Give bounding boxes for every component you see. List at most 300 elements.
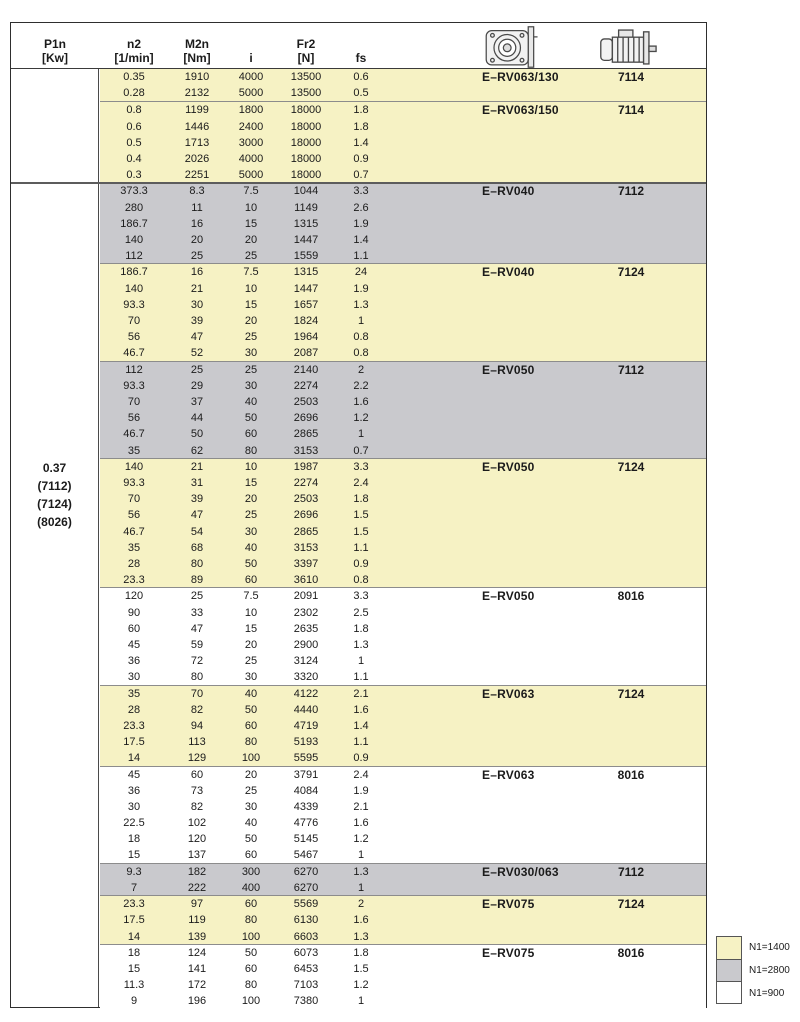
cell-fs: 1.1 bbox=[353, 541, 369, 554]
cell-i: 20 bbox=[244, 314, 258, 327]
cell-i: 30 bbox=[244, 347, 258, 360]
cell-fs: 1 bbox=[357, 655, 365, 668]
cell-fs: 2.1 bbox=[353, 687, 369, 700]
cell-m2n: 2132 bbox=[184, 87, 210, 100]
cell-n2: 35 bbox=[127, 444, 141, 457]
spec-group bbox=[100, 766, 706, 863]
table-row bbox=[100, 200, 706, 216]
cell-i: 50 bbox=[244, 946, 258, 959]
cell-fr2: 4776 bbox=[293, 817, 319, 830]
cell-fs: 1.8 bbox=[353, 493, 369, 506]
p1n-power-value: 0.37 bbox=[42, 461, 67, 475]
cell-fr2: 2900 bbox=[293, 638, 319, 651]
table-row bbox=[100, 783, 706, 799]
cell-i: 25 bbox=[244, 784, 258, 797]
cell-fr2: 1447 bbox=[293, 233, 319, 246]
table-row bbox=[100, 475, 706, 491]
cell-i: 50 bbox=[244, 557, 258, 570]
cell-fs: 1.1 bbox=[353, 250, 369, 263]
model-label: E–RV063 bbox=[482, 767, 535, 782]
cell-n2: 93.3 bbox=[123, 379, 145, 392]
cell-fs: 1.3 bbox=[353, 930, 369, 943]
cell-m2n: 80 bbox=[190, 557, 204, 570]
column-header-m2n bbox=[168, 23, 226, 69]
cell-fs: 1.5 bbox=[353, 525, 369, 538]
cell-n2: 70 bbox=[127, 493, 141, 506]
cell-m2n: 47 bbox=[190, 622, 204, 635]
motor-code: 7112 bbox=[617, 184, 645, 199]
legend-swatch-n1-2800 bbox=[717, 959, 741, 981]
cell-i: 15 bbox=[244, 622, 258, 635]
cell-n2: 0.6 bbox=[126, 120, 142, 133]
cell-fr2: 1315 bbox=[293, 266, 319, 279]
p1n-motor-size: (7112) bbox=[37, 479, 72, 493]
cell-n2: 0.5 bbox=[126, 136, 142, 149]
cell-m2n: 8.3 bbox=[189, 185, 205, 198]
cell-fr2: 2087 bbox=[293, 347, 319, 360]
cell-fs: 0.9 bbox=[353, 557, 369, 570]
table-row bbox=[100, 750, 706, 766]
cell-i: 80 bbox=[244, 736, 258, 749]
cell-i: 60 bbox=[244, 574, 258, 587]
table-row bbox=[100, 702, 706, 718]
cell-i: 50 bbox=[244, 833, 258, 846]
cell-fr2: 2091 bbox=[293, 590, 319, 603]
cell-fr2: 5193 bbox=[293, 736, 319, 749]
cell-fs: 1.3 bbox=[353, 638, 369, 651]
cell-fs: 1.9 bbox=[353, 282, 369, 295]
cell-fr2: 5569 bbox=[293, 898, 319, 911]
cell-i: 25 bbox=[244, 655, 258, 668]
cell-n2: 28 bbox=[127, 557, 141, 570]
table-body bbox=[100, 69, 706, 1007]
motor-code: 7124 bbox=[617, 686, 645, 701]
column-header-p1n-symbol: P1n bbox=[43, 37, 66, 51]
model-label: E–RV075 bbox=[482, 897, 535, 912]
cell-i: 20 bbox=[244, 233, 258, 246]
cell-n2: 140 bbox=[124, 233, 144, 246]
column-header-p1n-unit: [Kw] bbox=[42, 51, 68, 65]
model-label: E–RV075 bbox=[482, 945, 535, 960]
spec-group bbox=[100, 895, 706, 944]
table-row bbox=[100, 799, 706, 815]
cell-fr2: 1987 bbox=[293, 460, 319, 473]
cell-n2: 14 bbox=[127, 930, 141, 943]
cell-m2n: 39 bbox=[190, 314, 204, 327]
cell-i: 100 bbox=[241, 930, 261, 943]
cell-n2: 140 bbox=[124, 460, 144, 473]
cell-n2: 15 bbox=[127, 849, 141, 862]
cell-m2n: 25 bbox=[190, 590, 204, 603]
cell-fr2: 2696 bbox=[293, 412, 319, 425]
cell-n2: 0.3 bbox=[126, 169, 142, 182]
table-row bbox=[100, 216, 706, 232]
motor-code: 7114 bbox=[617, 70, 645, 84]
cell-n2: 0.35 bbox=[123, 71, 145, 83]
cell-i: 20 bbox=[244, 768, 258, 781]
cell-n2: 45 bbox=[127, 638, 141, 651]
cell-fr2: 5145 bbox=[293, 833, 319, 846]
legend-label: N1=900 bbox=[749, 988, 785, 999]
cell-m2n: 68 bbox=[190, 541, 204, 554]
cell-n2: 93.3 bbox=[123, 298, 145, 311]
cell-fr2: 1824 bbox=[293, 314, 319, 327]
cell-fr2: 13500 bbox=[290, 71, 322, 83]
cell-fr2: 1657 bbox=[293, 298, 319, 311]
cell-m2n: 137 bbox=[187, 849, 207, 862]
cell-fs: 0.9 bbox=[353, 752, 369, 765]
table-row bbox=[100, 507, 706, 523]
cell-fs: 0.8 bbox=[353, 574, 369, 587]
motor-code: 7112 bbox=[617, 362, 645, 377]
cell-fs: 0.7 bbox=[353, 169, 369, 182]
spec-group bbox=[100, 458, 706, 588]
table-row bbox=[100, 151, 706, 167]
table-row bbox=[100, 248, 706, 264]
cell-i: 80 bbox=[244, 914, 258, 927]
cell-n2: 0.28 bbox=[123, 87, 145, 100]
cell-m2n: 119 bbox=[188, 914, 206, 927]
cell-fr2: 2865 bbox=[293, 428, 319, 441]
cell-fr2: 3791 bbox=[293, 768, 319, 781]
model-label: E–RV050 bbox=[482, 362, 535, 377]
cell-i: 10 bbox=[244, 460, 258, 473]
cell-m2n: 124 bbox=[187, 946, 207, 959]
cell-n2: 23.3 bbox=[123, 574, 145, 587]
cell-i: 15 bbox=[244, 476, 258, 489]
cell-m2n: 196 bbox=[187, 995, 207, 1008]
p1n-motor-size: (7124) bbox=[37, 497, 72, 511]
table-row bbox=[100, 669, 706, 685]
model-label: E–RV040 bbox=[482, 184, 535, 199]
cell-m2n: 120 bbox=[187, 833, 207, 846]
worm-gearbox-icon bbox=[479, 26, 551, 68]
cell-fs: 3.3 bbox=[353, 590, 369, 603]
cell-n2: 46.7 bbox=[123, 347, 145, 360]
cell-fs: 2 bbox=[357, 363, 365, 376]
cell-m2n: 1713 bbox=[184, 136, 210, 149]
table-row bbox=[100, 605, 706, 621]
cell-m2n: 113 bbox=[188, 736, 206, 749]
cell-fs: 1.5 bbox=[353, 962, 369, 975]
cell-fr2: 2503 bbox=[293, 493, 319, 506]
cell-fr2: 2865 bbox=[293, 525, 319, 538]
cell-n2: 36 bbox=[127, 784, 141, 797]
cell-m2n: 33 bbox=[190, 606, 204, 619]
cell-n2: 28 bbox=[127, 703, 141, 716]
cell-fs: 1 bbox=[357, 314, 365, 327]
cell-n2: 18 bbox=[127, 833, 141, 846]
cell-fs: 2.5 bbox=[353, 606, 369, 619]
cell-i: 3000 bbox=[238, 136, 264, 149]
cell-i: 60 bbox=[244, 719, 258, 732]
cell-fr2: 4122 bbox=[293, 687, 319, 700]
cell-i: 25 bbox=[244, 331, 258, 344]
cell-fr2: 2302 bbox=[293, 606, 319, 619]
cell-m2n: 2251 bbox=[184, 169, 210, 182]
table-row bbox=[100, 831, 706, 847]
p1n-motor-size: (8026) bbox=[37, 515, 72, 529]
cell-fs: 0.8 bbox=[353, 331, 369, 344]
table-row bbox=[100, 443, 706, 459]
cell-n2: 23.3 bbox=[123, 719, 145, 732]
model-label: E–RV063/150 bbox=[482, 103, 559, 118]
cell-fr2: 4719 bbox=[293, 719, 319, 732]
table-row bbox=[100, 313, 706, 329]
cell-fr2: 2274 bbox=[293, 379, 319, 392]
table-row bbox=[100, 232, 706, 248]
cell-m2n: 37 bbox=[190, 395, 204, 408]
cell-fs: 3.3 bbox=[353, 185, 369, 198]
spec-group bbox=[100, 587, 706, 684]
cell-m2n: 172 bbox=[187, 979, 207, 992]
cell-fs: 2.4 bbox=[353, 768, 369, 781]
table-row bbox=[100, 426, 706, 442]
table-row bbox=[100, 718, 706, 734]
cell-m2n: 39 bbox=[190, 493, 204, 506]
cell-i: 2400 bbox=[238, 120, 264, 133]
cell-fs: 1 bbox=[357, 428, 365, 441]
cell-i: 30 bbox=[244, 671, 258, 684]
cell-m2n: 73 bbox=[190, 784, 204, 797]
cell-n2: 9.3 bbox=[126, 865, 142, 878]
cell-i: 25 bbox=[244, 509, 258, 522]
cell-fs: 1.8 bbox=[353, 946, 369, 959]
cell-fs: 1.6 bbox=[353, 914, 369, 927]
motor-code: 7124 bbox=[617, 265, 645, 280]
table-header bbox=[11, 23, 706, 69]
cell-fr2: 6073 bbox=[293, 946, 319, 959]
column-header-n2 bbox=[100, 23, 168, 69]
cell-fs: 1 bbox=[357, 995, 365, 1008]
model-label: E–RV050 bbox=[482, 459, 535, 474]
cell-m2n: 25 bbox=[190, 363, 204, 376]
table-row bbox=[100, 929, 706, 945]
cell-m2n: 1199 bbox=[185, 104, 209, 117]
cell-fs: 1.8 bbox=[353, 622, 369, 635]
cell-fr2: 3397 bbox=[293, 557, 319, 570]
cell-m2n: 1910 bbox=[184, 71, 210, 83]
column-header-fs bbox=[336, 23, 386, 69]
cell-fs: 1.8 bbox=[353, 120, 369, 133]
cell-fr2: 5467 bbox=[293, 849, 319, 862]
table-row bbox=[100, 540, 706, 556]
cell-fr2: 4339 bbox=[293, 800, 319, 813]
p1n-value-cell bbox=[11, 459, 98, 531]
cell-fs: 1.1 bbox=[353, 671, 369, 684]
cell-fr2: 6270 bbox=[293, 865, 319, 878]
cell-n2: 120 bbox=[124, 590, 144, 603]
table-row bbox=[100, 135, 706, 151]
column-header-symbol: i bbox=[249, 51, 253, 65]
cell-fr2: 7103 bbox=[293, 979, 319, 992]
cell-fr2: 1559 bbox=[293, 250, 319, 263]
column-header-p1n bbox=[11, 23, 99, 69]
column-header-unit: [1/min] bbox=[114, 51, 154, 65]
cell-fs: 0.8 bbox=[353, 347, 369, 360]
cell-i: 15 bbox=[244, 298, 258, 311]
cell-m2n: 141 bbox=[187, 962, 207, 975]
table-row bbox=[100, 912, 706, 928]
cell-i: 40 bbox=[244, 395, 258, 408]
cell-i: 5000 bbox=[238, 169, 264, 182]
cell-m2n: 47 bbox=[190, 331, 204, 344]
section-divider-line bbox=[11, 182, 706, 184]
cell-fs: 1.6 bbox=[353, 817, 369, 830]
table-row bbox=[100, 345, 706, 361]
cell-n2: 112 bbox=[125, 363, 143, 376]
cell-m2n: 62 bbox=[190, 444, 204, 457]
spec-group bbox=[100, 69, 706, 101]
cell-fs: 2.6 bbox=[353, 201, 369, 214]
cell-fs: 2.4 bbox=[353, 476, 369, 489]
cell-n2: 36 bbox=[127, 655, 141, 668]
cell-i: 30 bbox=[244, 379, 258, 392]
cell-n2: 56 bbox=[127, 509, 141, 522]
column-header-unit: [Nm] bbox=[183, 51, 211, 65]
spec-group bbox=[100, 863, 706, 895]
cell-i: 10 bbox=[244, 282, 258, 295]
motor-code: 7124 bbox=[617, 459, 645, 474]
table-row bbox=[100, 637, 706, 653]
cell-m2n: 16 bbox=[190, 266, 204, 279]
table-row bbox=[100, 621, 706, 637]
gearmotor-spec-table bbox=[10, 22, 707, 1008]
cell-fs: 1.4 bbox=[353, 719, 369, 732]
cell-i: 7.5 bbox=[243, 590, 259, 603]
cell-fs: 1.1 bbox=[353, 736, 369, 749]
cell-n2: 15 bbox=[127, 962, 141, 975]
cell-n2: 7 bbox=[130, 881, 138, 894]
cell-m2n: 97 bbox=[190, 898, 204, 911]
cell-fr2: 7380 bbox=[293, 995, 319, 1008]
column-header-symbol: n2 bbox=[126, 37, 141, 51]
cell-i: 7.5 bbox=[243, 185, 259, 198]
cell-n2: 140 bbox=[124, 282, 144, 295]
cell-m2n: 21 bbox=[190, 282, 204, 295]
p1n-column bbox=[11, 69, 99, 1007]
cell-fr2: 4084 bbox=[293, 784, 319, 797]
cell-fs: 1.6 bbox=[353, 703, 369, 716]
cell-fs: 3.3 bbox=[353, 460, 369, 473]
cell-i: 20 bbox=[244, 638, 258, 651]
cell-m2n: 20 bbox=[190, 233, 204, 246]
spec-group bbox=[100, 685, 706, 766]
cell-fr2: 2635 bbox=[293, 622, 319, 635]
model-label: E–RV063/130 bbox=[482, 70, 559, 84]
cell-m2n: 2026 bbox=[184, 152, 210, 165]
cell-fs: 1.4 bbox=[353, 136, 369, 149]
table-row bbox=[100, 993, 706, 1009]
column-header-symbol: Fr2 bbox=[296, 37, 316, 51]
cell-n2: 35 bbox=[127, 541, 141, 554]
cell-m2n: 29 bbox=[190, 379, 204, 392]
column-header-symbol: M2n bbox=[185, 37, 209, 51]
cell-n2: 70 bbox=[127, 314, 141, 327]
cell-n2: 112 bbox=[125, 250, 143, 263]
cell-n2: 23.3 bbox=[123, 898, 145, 911]
motor-code: 8016 bbox=[617, 945, 645, 960]
cell-m2n: 72 bbox=[190, 655, 204, 668]
cell-i: 30 bbox=[244, 800, 258, 813]
model-label: E–RV040 bbox=[482, 265, 535, 280]
spec-group bbox=[100, 182, 706, 263]
table-row bbox=[100, 734, 706, 750]
spec-group bbox=[100, 263, 706, 360]
legend-label: N1=2800 bbox=[749, 965, 790, 976]
cell-i: 40 bbox=[244, 687, 258, 700]
cell-fs: 1 bbox=[357, 849, 365, 862]
cell-fr2: 13500 bbox=[290, 87, 322, 100]
spec-group bbox=[100, 944, 706, 1009]
cell-i: 40 bbox=[244, 541, 258, 554]
cell-fs: 1.9 bbox=[353, 217, 369, 230]
motor-code: 8016 bbox=[617, 767, 645, 782]
table-row bbox=[100, 815, 706, 831]
table-row bbox=[100, 329, 706, 345]
cell-m2n: 139 bbox=[187, 930, 207, 943]
cell-fr2: 18000 bbox=[290, 104, 322, 117]
cell-m2n: 25 bbox=[190, 250, 204, 263]
cell-fs: 2 bbox=[357, 898, 365, 911]
cell-i: 10 bbox=[244, 606, 258, 619]
cell-fs: 0.6 bbox=[353, 71, 369, 83]
cell-i: 25 bbox=[244, 363, 258, 376]
cell-fr2: 4440 bbox=[293, 703, 319, 716]
cell-fs: 1.8 bbox=[353, 104, 369, 117]
cell-m2n: 102 bbox=[187, 817, 207, 830]
cell-m2n: 182 bbox=[187, 865, 207, 878]
cell-i: 400 bbox=[241, 881, 261, 894]
cell-m2n: 50 bbox=[190, 428, 204, 441]
table-row bbox=[100, 85, 706, 101]
cell-n2: 0.8 bbox=[126, 104, 142, 117]
cell-fr2: 18000 bbox=[290, 152, 322, 165]
cell-i: 300 bbox=[241, 865, 261, 878]
cell-m2n: 89 bbox=[190, 574, 204, 587]
motor-code: 7114 bbox=[617, 103, 645, 118]
column-header-i bbox=[226, 23, 276, 69]
motor-code: 7124 bbox=[617, 897, 645, 912]
cell-n2: 60 bbox=[127, 622, 141, 635]
cell-n2: 9 bbox=[130, 995, 138, 1008]
cell-fr2: 1149 bbox=[294, 201, 318, 214]
cell-n2: 22.5 bbox=[123, 817, 145, 830]
table-row bbox=[100, 524, 706, 540]
table-row bbox=[100, 572, 706, 588]
column-header-unit: [N] bbox=[297, 51, 315, 65]
cell-n2: 45 bbox=[127, 768, 141, 781]
cell-fr2: 3124 bbox=[293, 655, 319, 668]
table-row bbox=[100, 297, 706, 313]
cell-fs: 0.5 bbox=[353, 87, 369, 100]
cell-n2: 17.5 bbox=[123, 736, 145, 749]
cell-i: 20 bbox=[244, 493, 258, 506]
cell-fs: 1.9 bbox=[353, 784, 369, 797]
cell-fr2: 6453 bbox=[293, 962, 319, 975]
cell-i: 15 bbox=[244, 217, 258, 230]
table-row bbox=[100, 847, 706, 863]
table-row bbox=[100, 410, 706, 426]
table-row bbox=[100, 119, 706, 135]
electric-motor-icon bbox=[599, 29, 665, 65]
cell-n2: 90 bbox=[127, 606, 141, 619]
cell-n2: 46.7 bbox=[123, 428, 145, 441]
cell-fr2: 18000 bbox=[290, 169, 322, 182]
cell-n2: 0.4 bbox=[126, 152, 142, 165]
cell-i: 60 bbox=[244, 849, 258, 862]
cell-i: 10 bbox=[244, 201, 258, 214]
